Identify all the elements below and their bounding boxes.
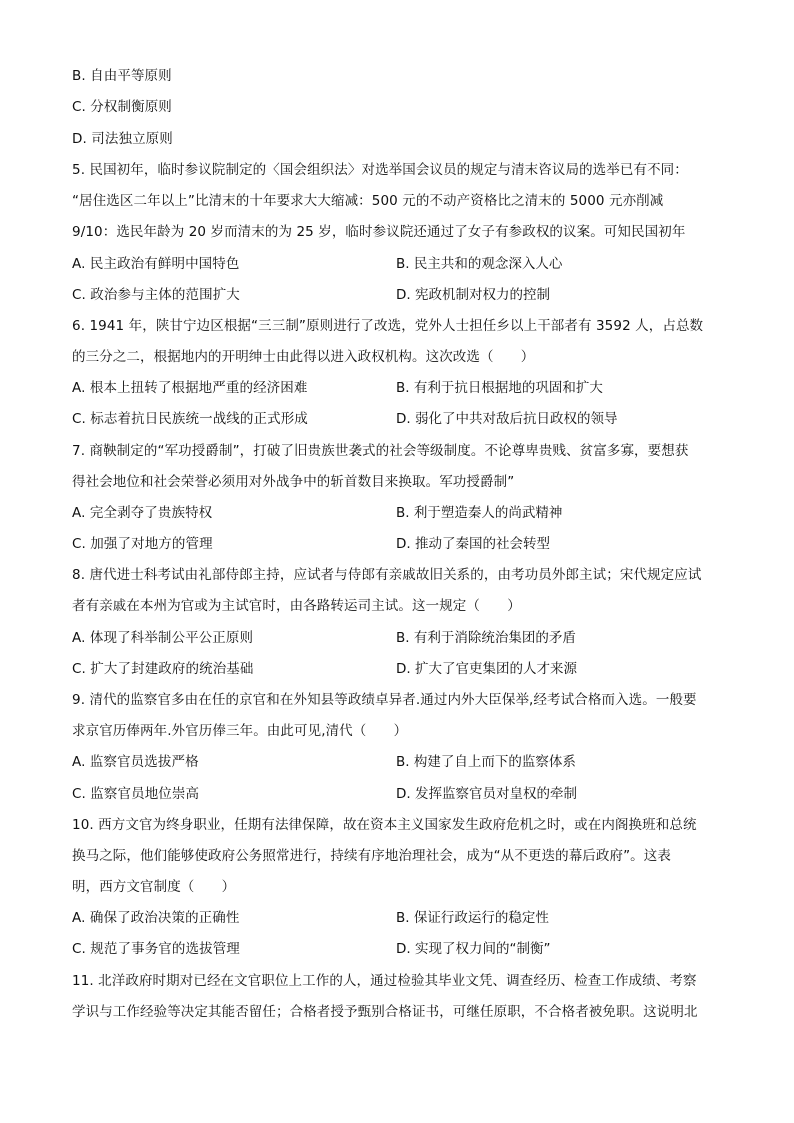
q8-option-a: A. 体现了科举制公平公正原则 [72, 630, 254, 646]
q8-option-d: D. 扩大了官吏集团的人才来源 [396, 661, 577, 677]
question-7-line-2: 得社会地位和社会荣誉必须用对外战争中的斩首数目来换取。军功授爵制” [72, 474, 515, 490]
question-10-line-3: 明，西方文官制度（ ） [72, 879, 236, 895]
q10-option-a: A. 确保了政治决策的正确性 [72, 910, 240, 926]
q8-option-b: B. 有利于消除统治集团的矛盾 [396, 630, 576, 646]
q5-option-d: D. 宪政机制对权力的控制 [396, 287, 550, 303]
q7-option-a: A. 完全剥夺了贵族特权 [72, 505, 213, 521]
q5-option-c: C. 政治参与主体的范围扩大 [72, 287, 240, 303]
question-9-line-1: 9. 清代的监察官多由在任的京官和在外知县等政绩卓异者.通过内外大臣保举,经考试合格而入选。一般要 [72, 692, 697, 708]
question-11-line-1: 11. 北洋政府时期对已经在文官职位上工作的人，通过检验其毕业文凭、调查经历、检查工作成绩、考察 [72, 973, 697, 989]
option-c: C. 分权制衡原则 [72, 99, 172, 115]
question-8-line-1: 8. 唐代进士科考试由礼部侍郎主持，应试者与侍郎有亲戚故旧关系的，由考功员外郎主试；宋代规定应试 [72, 567, 702, 583]
question-5-line-1: 5. 民国初年，临时参议院制定的〈国会组织法〉对选举国会议员的规定与清末咨议局的选举已有不同： [72, 162, 688, 178]
q9-option-a: A. 监察官员选拔严格 [72, 754, 199, 770]
q9-option-d: D. 发挥监察官员对皇权的牵制 [396, 786, 577, 802]
option-b: B. 自由平等原则 [72, 68, 172, 84]
q5-option-b: B. 民主共和的观念深入人心 [396, 256, 563, 272]
q7-option-c: C. 加强了对地方的管理 [72, 536, 213, 552]
q6-option-c: C. 标志着抗日民族统一战线的正式形成 [72, 411, 308, 427]
q8-option-c: C. 扩大了封建政府的统治基础 [72, 661, 254, 677]
question-6-line-2: 的三分之二，根据地内的开明绅士由此得以进入政权机构。这次改选（ ） [72, 349, 535, 365]
question-5-line-2: “居住选区二年以上”比清末的十年要求大大缩减：500 元的不动产资格比之清末的 5000 元亦削减 [72, 193, 664, 209]
q9-option-b: B. 构建了自上而下的监察体系 [396, 754, 576, 770]
q5-option-a: A. 民主政治有鲜明中国特色 [72, 256, 240, 272]
question-8-line-2: 者有亲戚在本州为官或为主试官时，由各路转运司主试。这一规定（ ） [72, 598, 521, 614]
q6-option-d: D. 弱化了中共对敌后抗日政权的领导 [396, 411, 618, 427]
question-7-line-1: 7. 商鞅制定的“军功授爵制”，打破了旧贵族世袭式的社会等级制度。不论尊卑贵贱、贫富多寡，要想获 [72, 443, 689, 459]
q10-option-d: D. 实现了权力间的“制衡” [396, 941, 551, 957]
q6-option-b: B. 有利于抗日根据地的巩固和扩大 [396, 380, 603, 396]
question-5-line-3: 9/10：选民年龄为 20 岁而清末的为 25 岁，临时参议院还通过了女子有参政权的议案。可知民国初年 [72, 224, 686, 240]
q9-option-c: C. 监察官员地位崇高 [72, 786, 200, 802]
question-9-line-2: 求京官历俸两年.外官历俸三年。由此可见,清代（ ） [72, 723, 408, 739]
q10-option-c: C. 规范了事务官的选拔管理 [72, 941, 240, 957]
question-6-line-1: 6. 1941 年，陕甘宁边区根据“三三制”原则进行了改选，党外人士担任乡以上干部者有 3592 人，占总数 [72, 318, 704, 334]
option-d: D. 司法独立原则 [72, 131, 173, 147]
q6-option-a: A. 根本上扭转了根据地严重的经济困难 [72, 380, 308, 396]
question-10-line-1: 10. 西方文官为终身职业，任期有法律保障，故在资本主义国家发生政府危机之时，或在内阁换班和总统 [72, 817, 697, 833]
question-10-line-2: 换马之际，他们能够使政府公务照常进行，持续有序地治理社会，成为“从不更迭的幕后政府”。这表 [72, 848, 671, 864]
question-11-line-2: 学识与工作经验等决定其能否留任；合格者授予甄别合格证书，可继任原职，不合格者被免职。这说明北 [72, 1004, 698, 1020]
q7-option-b: B. 利于塑造秦人的尚武精神 [396, 505, 563, 521]
q10-option-b: B. 保证行政运行的稳定性 [396, 910, 549, 926]
q7-option-d: D. 推动了秦国的社会转型 [396, 536, 550, 552]
